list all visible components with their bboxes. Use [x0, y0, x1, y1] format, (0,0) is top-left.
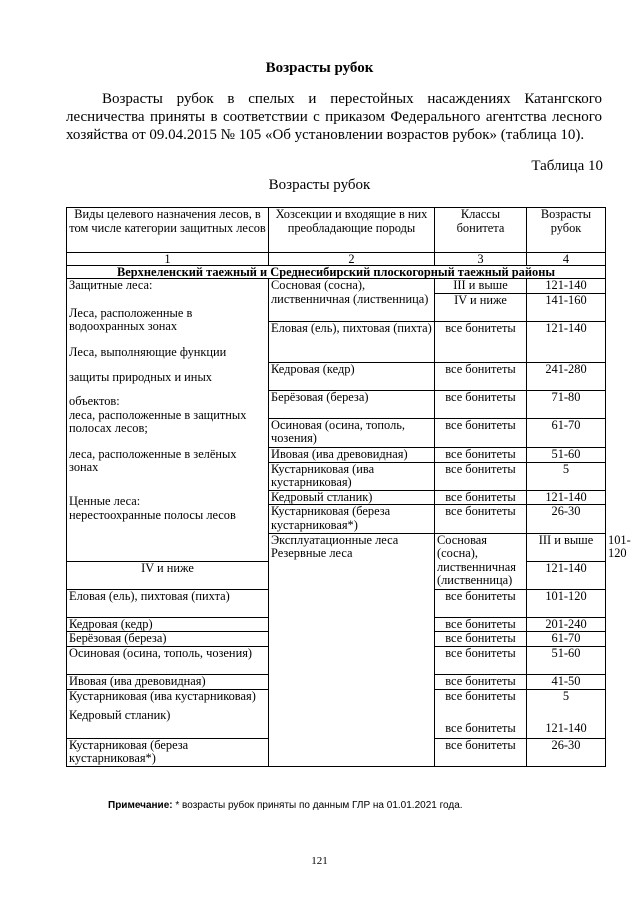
table-note: [108, 800, 463, 811]
section-cell: Кедровый стланик): [269, 490, 435, 505]
cutting-age-table: [66, 207, 631, 767]
section-cell: Ивовая (ива древовидная): [269, 447, 435, 462]
section-cell: Сосновая (сосна), лиственничная (лиственница): [269, 279, 435, 322]
section-cell: Кедровая (кедр): [269, 362, 435, 390]
section-cell: Кедровая (кедр): [67, 617, 269, 632]
column-header: Виды целевого назначения лесов, в том числе категории защитных лесов: [67, 208, 269, 253]
age-cell: 121-140: [527, 561, 606, 589]
age-cell: 201-240: [527, 617, 606, 632]
bonitet-cell: все бонитеты: [435, 674, 527, 689]
age-cell: 51-60: [527, 447, 606, 462]
section-cell: Еловая (ель), пихтовая (пихта): [67, 589, 269, 617]
bonitet-line: все бонитеты: [445, 688, 516, 703]
table-row: Эксплуатационные леса Резервные леса Сосновая (сосна), лиственничная (лиственница) III и выше 101-120: [67, 533, 606, 561]
age-cell: 121-140: [527, 490, 606, 505]
bonitet-cell: все бонитеты: [435, 321, 527, 362]
section-cell: Берёзовая (береза): [67, 632, 269, 647]
category-cell: [269, 533, 435, 766]
section-cell: Берёзовая (береза): [269, 390, 435, 418]
age-cell: 61-70: [527, 418, 606, 447]
age-line: 5: [562, 688, 570, 703]
category-line: нерестоохранные полосы лесов: [69, 507, 236, 522]
table-row: [67, 279, 606, 294]
category-line: Ценные леса:: [69, 493, 141, 508]
age-cell: 51-60: [527, 646, 606, 674]
category-line: Защитные леса:: [69, 278, 153, 292]
page-title: Возрасты рубок: [265, 60, 374, 76]
age-line: 121-140: [545, 721, 587, 736]
age-cell: 61-70: [527, 632, 606, 647]
column-header: Возрасты рубок: [527, 208, 606, 253]
intro-paragraph: Возрасты рубок в спелых и перестойных насаждениях Катангского лесничества приняты в соответствии с приказом Федерального агентства лесного хозяйства от 09.04.2015 № 105 «Об установлении возрастов рубок» (таблица 10).: [66, 91, 602, 143]
bonitet-line: все бонитеты: [445, 721, 516, 736]
bonitet-cell: III и выше: [527, 533, 606, 561]
column-number: 2: [269, 253, 435, 266]
category-line: Эксплуатационные леса: [271, 532, 399, 547]
bonitet-cell: все бонитеты: [435, 462, 527, 490]
section-cell: Еловая (ель), пихтовая (пихта): [269, 321, 435, 362]
bonitet-cell: все бонитеты: [435, 390, 527, 418]
bonitet-cell: все бонитеты: [435, 646, 527, 674]
category-cell: [67, 279, 269, 562]
age-cell: 26-30: [527, 505, 606, 533]
section-cell: [67, 689, 269, 738]
section-row: [67, 266, 606, 279]
age-cell: 241-280: [527, 362, 606, 390]
bonitet-cell: все бонитеты: [435, 418, 527, 447]
table-label: Таблица 10: [531, 158, 603, 174]
age-cell: 26-30: [527, 738, 606, 766]
category-line: леса, расположенные в защитных полосах лесов;: [69, 407, 247, 436]
age-cell: 141-160: [527, 293, 606, 321]
bonitet-cell: все бонитеты: [435, 738, 527, 766]
category-line: Резервные леса: [271, 546, 353, 561]
bonitet-cell: [435, 689, 527, 738]
note-text: * возрасты рубок приняты по данным ГЛР на 01.01.2021 года.: [172, 800, 463, 811]
category-line: леса, расположенные в зелёных зонах: [69, 446, 237, 475]
column-header: Классы бонитета: [435, 208, 527, 253]
page-number: 121: [311, 855, 328, 867]
bonitet-cell: все бонитеты: [435, 632, 527, 647]
category-line: Леса, выполняющие функции: [69, 344, 227, 359]
bonitet-cell: все бонитеты: [435, 505, 527, 533]
section-cell: Осиновая (осина, тополь, чозения): [67, 646, 269, 674]
bonitet-cell: все бонитеты: [435, 617, 527, 632]
section-cell: Кустарниковая (береза кустарниковая*): [269, 505, 435, 533]
section-title: Верхнеленский таежный и Среднесибирский плоскогорный таежный районы: [67, 266, 606, 279]
section-line: Кедровый стланик): [69, 708, 171, 723]
section-cell: Осиновая (осина, тополь, чозения): [269, 418, 435, 447]
age-cell: 121-140: [527, 321, 606, 362]
bonitet-cell: все бонитеты: [435, 490, 527, 505]
column-number: 3: [435, 253, 527, 266]
column-number: 1: [67, 253, 269, 266]
column-number: 4: [527, 253, 606, 266]
category-line: объектов:: [69, 393, 120, 408]
bonitet-cell: IV и ниже: [67, 561, 269, 589]
bonitet-cell: все бонитеты: [435, 362, 527, 390]
note-label: Примечание:: [108, 800, 173, 811]
age-cell: 121-140: [527, 279, 606, 294]
section-cell: Ивовая (ива древовидная): [67, 674, 269, 689]
section-cell: Сосновая (сосна), лиственничная (лиственница): [435, 533, 527, 589]
column-header: Хозсекции и входящие в них преобладающие породы: [269, 208, 435, 253]
bonitet-cell: III и выше: [435, 279, 527, 294]
column-number-row: [67, 253, 606, 266]
section-line: Кустарниковая (ива кустарниковая): [69, 688, 256, 703]
age-cell: 41-50: [527, 674, 606, 689]
section-cell: Кустарниковая (береза кустарниковая*): [67, 738, 269, 766]
bonitet-cell: все бонитеты: [435, 447, 527, 462]
category-line: Леса, расположенные в водоохранных зонах: [69, 305, 193, 334]
bonitet-cell: все бонитеты: [435, 589, 527, 617]
age-cell: 101-120: [527, 589, 606, 617]
section-cell: Кустарниковая (ива кустарниковая): [269, 462, 435, 490]
category-line: защиты природных и иных: [69, 370, 212, 385]
age-cell: [527, 689, 606, 738]
age-cell: 71-80: [527, 390, 606, 418]
table-header-row: [67, 208, 606, 253]
bonitet-cell: IV и ниже: [435, 293, 527, 321]
age-cell: 5: [527, 462, 606, 490]
table-caption: Возрасты рубок: [268, 177, 371, 193]
